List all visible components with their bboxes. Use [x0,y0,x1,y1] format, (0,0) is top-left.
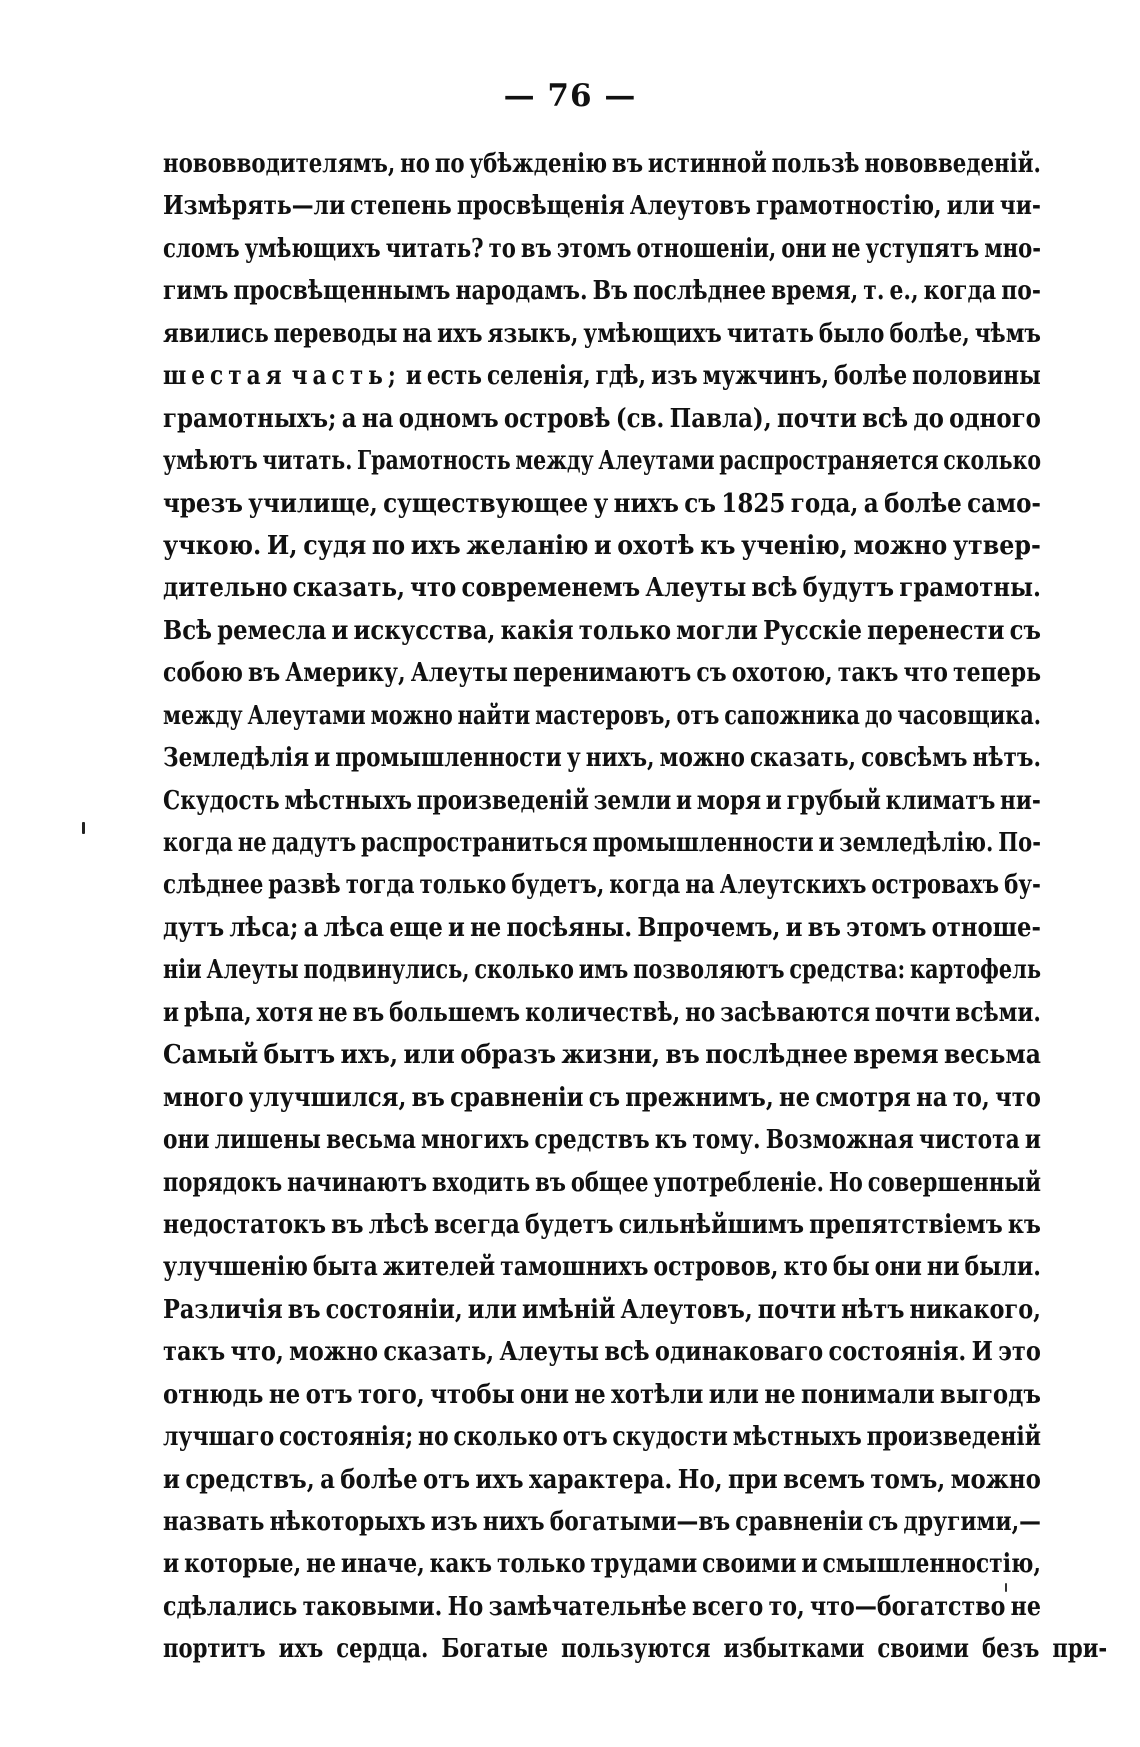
text-line: улучшенію быта жителей тамошнихъ островов, кто бы они ни были. [163,1252,1041,1283]
text-line: Самый бытъ ихъ, или образъ жизни, въ послѣднее время весьма [163,1040,1041,1071]
text-line: портитъ ихъ сердца. Богатые пользуются избытками своими безъ при- [163,1634,1108,1665]
text-line: лучшаго состоянія; но сколько отъ скудости мѣстныхъ произведеній [163,1422,1041,1453]
text-line: Скудость мѣстныхъ произведеній земли и моря и грубый климатъ ни- [163,785,1041,816]
text-line: слѣднее развѣ тогда только будетъ, когда на Алеутскихъ островахъ бу- [163,870,1041,901]
text-line: и средствъ, а болѣе отъ ихъ характера. Но, при всемъ томъ, можно [163,1464,1041,1495]
text-line: нововводителямъ, но по убѣжденію въ истинной пользѣ нововведеній. [163,149,1041,179]
text-line: они лишены весьма многихъ средствъ къ тому. Возможная чистота и [163,1125,1041,1156]
text-line: собою въ Америку, Алеуты перенимаютъ съ охотою, такъ что теперь [163,658,1042,689]
text-line: порядокъ начинаютъ входить въ общее употребленіе. Но совершенный [163,1167,1042,1198]
text-line: такъ что, можно сказать, Алеуты всѣ одинаковаго состоянія. И это [163,1337,1041,1368]
text-line: грамотныхъ; а на одномъ островѣ (св. Павла), почти всѣ до одного [163,403,1041,434]
text-line: сломъ умѣющихъ читать? то въ этомъ отношеніи, они не уступятъ мно- [163,233,1042,264]
text-line: чрезъ училище, существующее у нихъ съ 1825 года, а болѣе само- [163,488,1041,519]
text-line: сдѣлались таковыми. Но замѣчательнѣе всего то, что—богатство не [163,1591,1041,1622]
body-text [163,143,1108,1671]
text-line: назвать нѣкоторыхъ изъ нихъ богатыми—въ сравненіи съ другими,— [163,1507,1041,1537]
margin-mark [82,822,85,834]
text-line: дительно сказать, что современемъ Алеуты всѣ будутъ грамотны. [163,573,1041,604]
text-line: Измѣрять—ли степень просвѣщенія Алеутовъ грамотностію, или чи- [163,191,1041,222]
text-line: умѣютъ читать. Грамотность между Алеутами распространяется сколько [163,446,1042,477]
text-line: ніи Алеуты подвинулись, сколько имъ позволяютъ средства: картофель [163,955,1041,986]
text-line: недостатокъ въ лѣсѣ всегда будетъ сильнѣйшимъ препятствіемъ къ [163,1209,1041,1240]
page-number: — 76 — [503,78,637,114]
text-line: явились переводы на ихъ языкъ, умѣющихъ читать было болѣе, чѣмъ [163,318,1041,349]
text-line: учкою. И, судя по ихъ желанію и охотѣ къ ученію, можно утвер- [163,530,1041,561]
text-line: Всѣ ремесла и искусства, какія только могли Русскіе перенести съ [163,615,1041,646]
text-line: гимъ просвѣщеннымъ народамъ. Въ послѣднее время, т. е., когда по- [163,276,1041,307]
text-line: Земледѣлія и промышленности у нихъ, можно сказать, совсѣмъ нѣтъ. [163,743,1041,774]
text-line: отнюдь не отъ того, чтобы они не хотѣли или не понимали выгодъ [163,1379,1041,1410]
text-line: много улучшился, въ сравненіи съ прежнимъ, не смотря на то, что [163,1082,1041,1113]
text-line: и которые, не иначе, какъ только трудами своими и смышленностію, [163,1549,1041,1580]
text-line: когда не дадутъ распространиться промышленности и земледѣлію. По- [163,828,1041,858]
text-line: между Алеутами можно найти мастеровъ, отъ сапожника до часовщика. [163,700,1041,731]
text-line: и рѣпа, хотя не въ большемъ количествѣ, но засѣваются почти всѣми. [163,997,1041,1028]
text-line: Различія въ состояніи, или имѣній Алеутовъ, почти нѣтъ никакого, [163,1294,1041,1325]
text-line: шестая часть; и есть селенія, гдѣ, изъ мужчинъ, болѣе половины [163,361,1041,392]
text-line: дутъ лѣса; а лѣса еще и не посѣяны. Впрочемъ, и въ этомъ отноше- [163,912,1041,943]
